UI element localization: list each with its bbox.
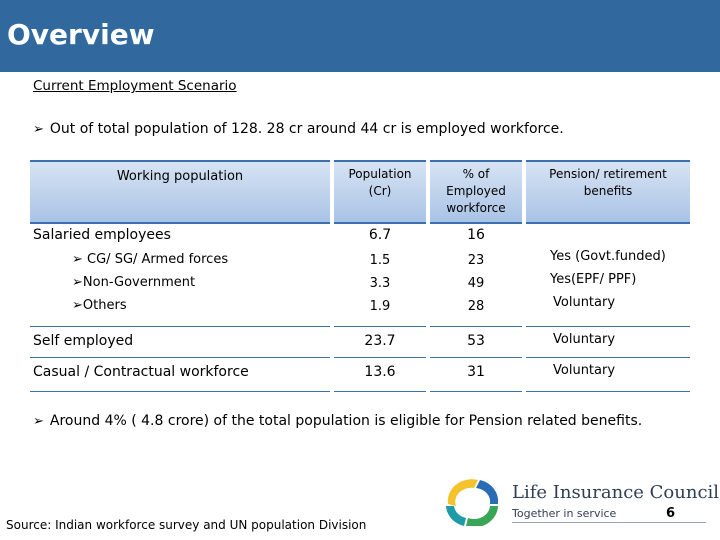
arrow-bullet-icon: ➢ bbox=[33, 414, 44, 429]
row-divider bbox=[430, 357, 522, 358]
header-working-population: Working population bbox=[116, 169, 244, 184]
row-divider bbox=[334, 357, 426, 358]
sub-row-nongov-label: Non-Government bbox=[82, 275, 196, 290]
arrow-bullet-icon: ➢ bbox=[72, 252, 88, 267]
row-divider bbox=[430, 391, 522, 392]
header-pension: Pension/ retirement benefits bbox=[549, 167, 667, 198]
row-label-casual: Casual / Contractual workforce bbox=[33, 364, 249, 380]
row-divider bbox=[334, 391, 426, 392]
others-population: 1.9 bbox=[369, 299, 391, 314]
bullet-pension bbox=[33, 413, 642, 429]
nongov-population: 3.3 bbox=[369, 276, 391, 291]
sub-row-cg-label: CG/ SG/ Armed forces bbox=[87, 252, 229, 267]
bullet-intro bbox=[33, 121, 564, 137]
bullet-intro-text: Out of total population of 128. 28 cr around 44 cr is employed workforce. bbox=[49, 121, 564, 137]
row-divider bbox=[526, 391, 690, 392]
row-divider bbox=[526, 326, 690, 327]
salaried-population: 6.7 bbox=[368, 227, 392, 243]
row-divider bbox=[30, 326, 330, 327]
cg-percent: 23 bbox=[467, 253, 485, 268]
others-pension: Voluntary bbox=[553, 295, 616, 310]
row-divider bbox=[30, 391, 330, 392]
row-label-salaried: Salaried employees bbox=[33, 227, 171, 243]
row-divider bbox=[334, 326, 426, 327]
sub-row-nongov bbox=[72, 275, 195, 290]
sub-row-cg bbox=[72, 252, 228, 267]
casual-pension: Voluntary bbox=[553, 363, 616, 378]
sub-row-others-label: Others bbox=[82, 298, 127, 313]
casual-population: 13.6 bbox=[364, 364, 396, 380]
page-number: 6 bbox=[666, 506, 676, 521]
header-percent-employed: % of Employed workforce bbox=[446, 167, 506, 215]
page-title: Overview bbox=[7, 18, 155, 51]
self-percent: 53 bbox=[467, 333, 485, 349]
cg-population: 1.5 bbox=[369, 253, 391, 268]
others-percent: 28 bbox=[467, 299, 485, 314]
casual-percent: 31 bbox=[467, 364, 485, 380]
title-bar bbox=[0, 0, 720, 72]
employment-table bbox=[30, 160, 690, 392]
sub-row-others bbox=[72, 298, 127, 313]
org-name: Life Insurance Council bbox=[512, 482, 720, 503]
self-pension: Voluntary bbox=[553, 332, 616, 347]
nongov-percent: 49 bbox=[467, 276, 485, 291]
row-divider bbox=[30, 357, 330, 358]
row-divider bbox=[430, 326, 522, 327]
salaried-percent: 16 bbox=[467, 227, 485, 243]
life-insurance-council-logo-icon bbox=[440, 474, 504, 526]
org-tagline: Together in service bbox=[512, 507, 617, 520]
arrow-bullet-icon: ➢ bbox=[72, 275, 83, 290]
section-subtitle: Current Employment Scenario bbox=[33, 78, 237, 94]
tagline-divider bbox=[512, 522, 706, 523]
row-label-self-employed: Self employed bbox=[33, 333, 134, 349]
source-note: Source: Indian workforce survey and UN population Division bbox=[6, 518, 367, 532]
bullet-pension-text: Around 4% ( 4.8 crore) of the total population is eligible for Pension related benefits. bbox=[49, 413, 643, 429]
arrow-bullet-icon: ➢ bbox=[72, 298, 83, 313]
header-population: Population (Cr) bbox=[348, 167, 412, 198]
nongov-pension: Yes(EPF/ PPF) bbox=[550, 272, 637, 287]
row-divider bbox=[526, 357, 690, 358]
cg-pension: Yes (Govt.funded) bbox=[550, 249, 666, 264]
arrow-bullet-icon: ➢ bbox=[33, 122, 44, 137]
self-population: 23.7 bbox=[364, 333, 396, 349]
